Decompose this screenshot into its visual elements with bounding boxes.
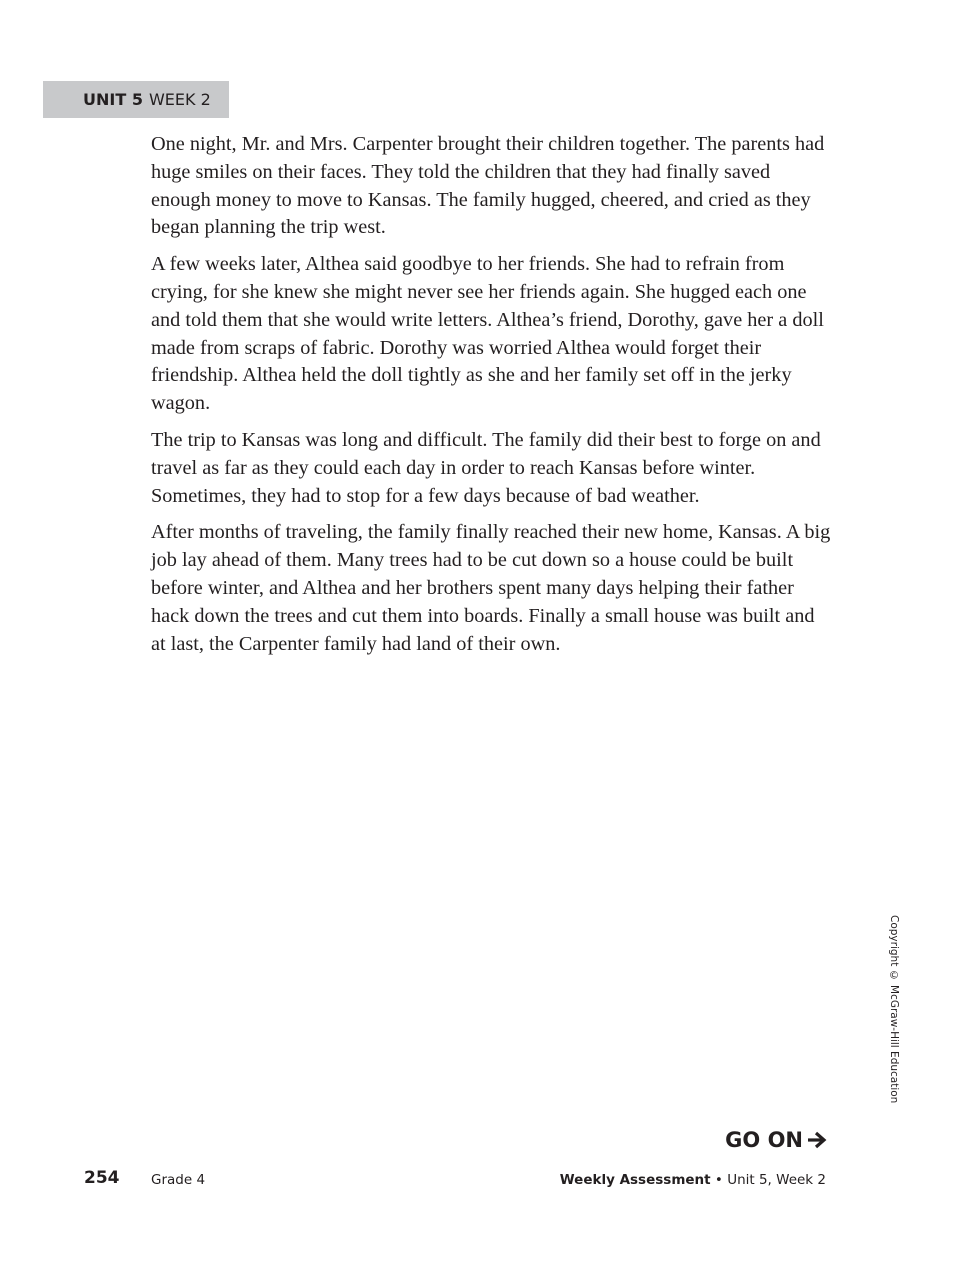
grade-label: Grade 4 [151, 1172, 206, 1188]
copyright-notice: Copyright © McGraw-Hill Education [888, 915, 900, 1104]
passage-paragraph: The trip to Kansas was long and difficult. The family did their best to forge on and travel as far as they could each day in order to reach Kansas before winter. Sometimes, they had to stop for a few days because of bad weather. [151, 428, 821, 507]
arrow-right-icon [807, 1131, 827, 1149]
unit-week-tab [43, 81, 229, 118]
footer-separator: • [714, 1172, 723, 1188]
footer-unit-week: Unit 5, Week 2 [727, 1172, 826, 1188]
assessment-title: Weekly Assessment [559, 1172, 711, 1188]
page-number: 254 [84, 1168, 120, 1188]
reading-passage [151, 131, 831, 667]
assessment-footer [560, 1172, 826, 1188]
go-on-label: GO ON [725, 1128, 803, 1152]
go-on-indicator [725, 1128, 827, 1152]
week-label: WEEK 2 [148, 90, 211, 109]
passage-paragraph: A few weeks later, Althea said goodbye to her friends. She had to refrain from crying, for she knew she might never see her friends again. She hugged each one and told them that she would write letters. Althea’s friend, Dorothy, gave her a doll made from scraps of fabric. Dorothy was worried Althea would forget their friendship. Althea held the doll tightly as she and her family set off in the jerky wagon. [151, 253, 824, 415]
passage-paragraph: One night, Mr. and Mrs. Carpenter brought their children together. The parents had huge smiles on their faces. They told the children that they had finally saved enough money to move to Kansas. The family hugged, cheered, and cried as they began planning the trip west. [151, 133, 825, 239]
unit-label: UNIT 5 [83, 90, 143, 109]
passage-paragraph: After months of traveling, the family finally reached their new home, Kansas. A big job lay ahead of them. Many trees had to be cut down so a house could be built before winter, and Althea and her brothers spent many days helping their father hack down the trees and cut them into boards. Finally a small house was built and at last, the Carpenter family had land of their own. [151, 521, 831, 655]
